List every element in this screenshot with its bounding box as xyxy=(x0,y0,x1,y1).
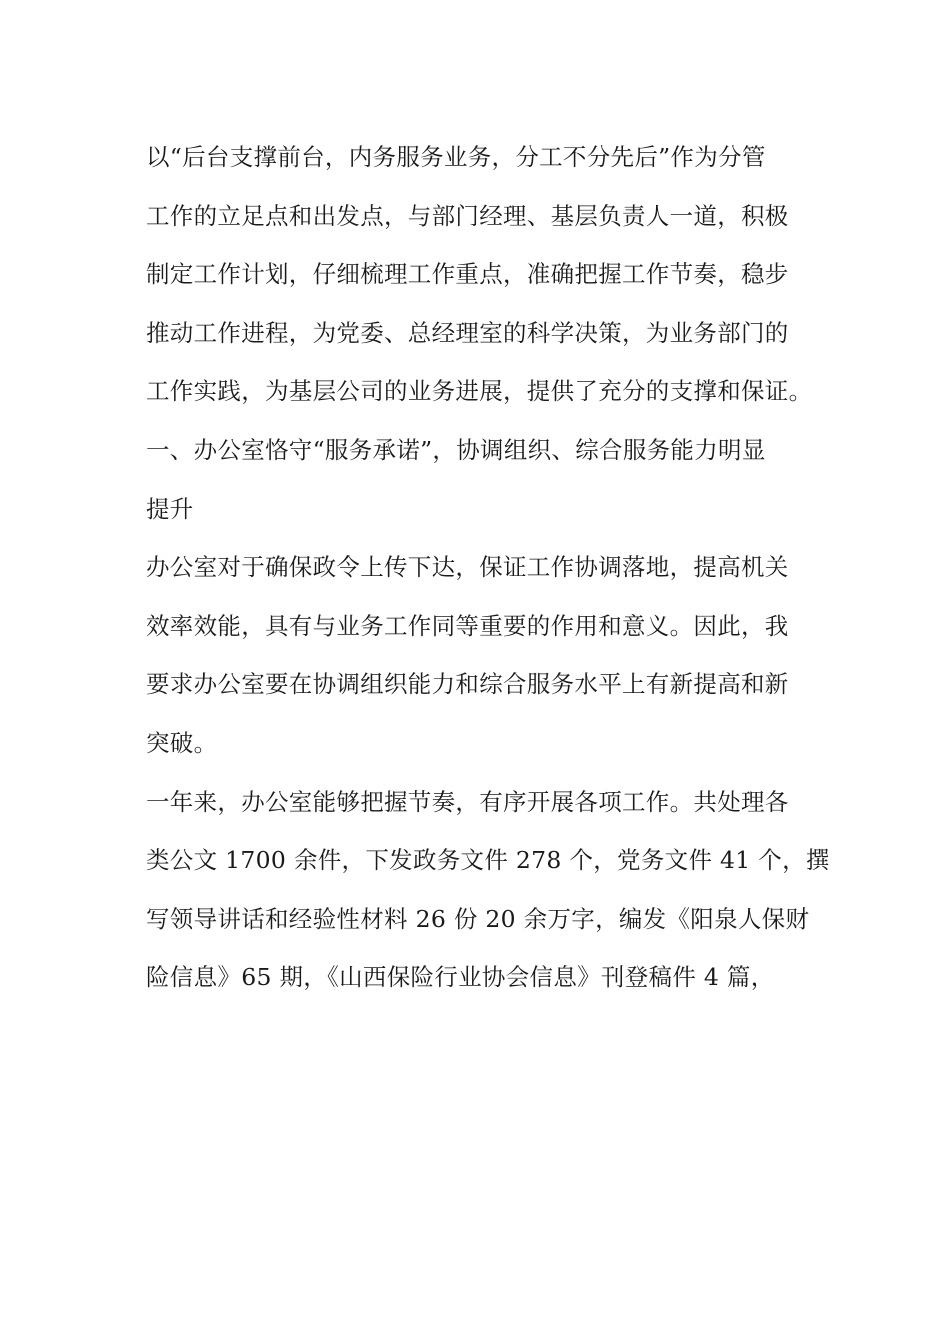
text-line: 效率效能，具有与业务工作同等重要的作用和意义。因此，我 xyxy=(146,611,789,640)
text-line: 推动工作进程，为党委、总经理室的科学决策，为业务部门的 xyxy=(146,318,789,347)
section-heading-line: 提升 xyxy=(146,494,194,523)
text-line: 要求办公室要在协调组织能力和综合服务水平上有新提高和新 xyxy=(146,670,789,699)
text-line: 突破。 xyxy=(146,728,218,757)
text-line: 制定工作计划，仔细梳理工作重点，准确把握工作节奏，稳步 xyxy=(146,260,789,289)
text-line: 以“后台支撑前台，内务服务业务，分工不分先后”作为分管 xyxy=(146,143,766,171)
text-line: 险信息》65 期，《山西保险行业协会信息》刊登稿件 4 篇， xyxy=(146,963,775,992)
document-body xyxy=(146,128,830,1007)
text-line: 工作的立足点和出发点，与部门经理、基层负责人一道，积极 xyxy=(146,201,789,230)
text-line: 办公室对于确保政令上传下达，保证工作协调落地，提高机关 xyxy=(146,553,789,582)
section-heading-line: 一、办公室恪守“服务承诺”，协调组织、综合服务能力明显 xyxy=(146,435,766,464)
text-line: 一年来，办公室能够把握节奏，有序开展各项工作。共处理各 xyxy=(146,787,789,816)
text-line: 类公文 1700 余件，下发政务文件 278 个，党务文件 41 个，撰 xyxy=(146,846,830,875)
text-line: 工作实践，为基层公司的业务进展，提供了充分的支撑和保证。 xyxy=(146,377,813,406)
text-line: 写领导讲话和经验性材料 26 份 20 余万字，编发《阳泉人保财 xyxy=(146,904,810,933)
